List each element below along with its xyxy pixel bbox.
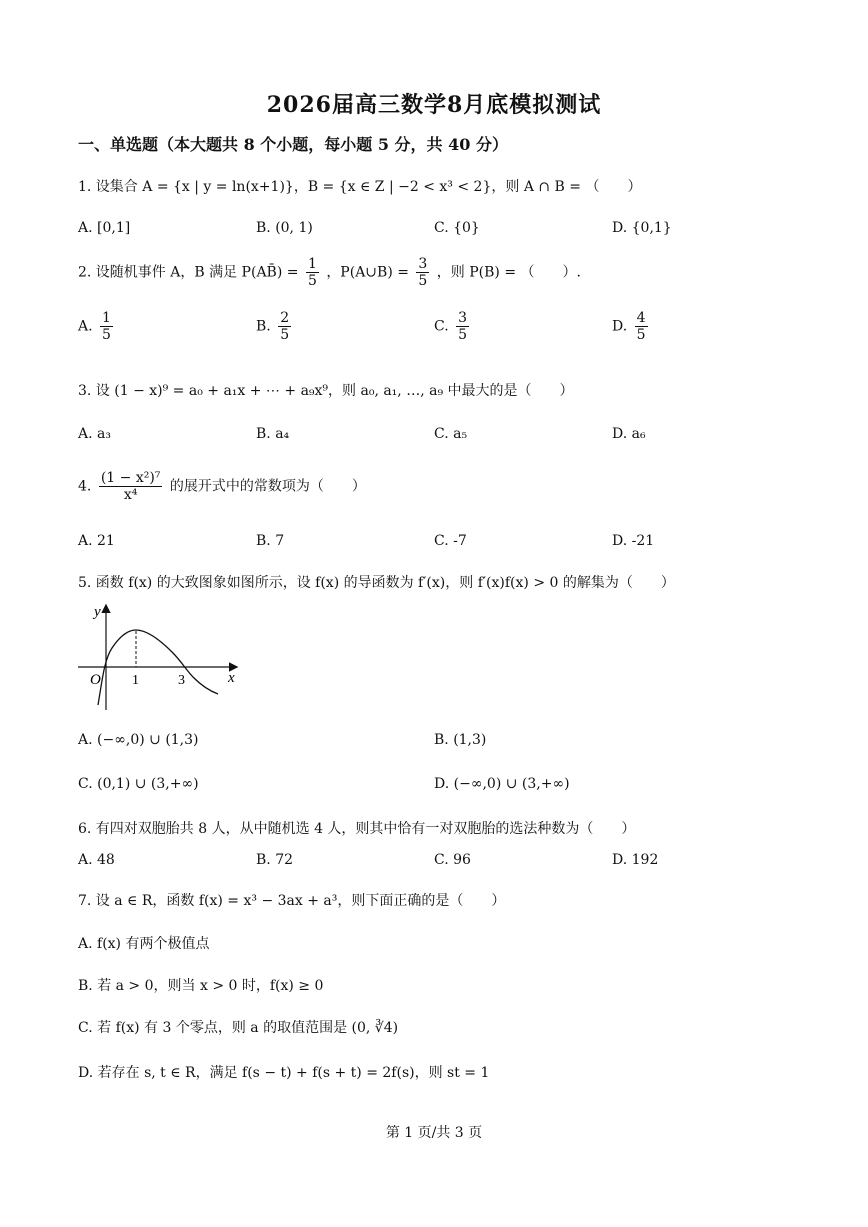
question-3-stem: 3. 设 (1 − x)⁹ = a₀ + a₁x + ⋯ + a₉x⁹，则 a₀, a₁, …, a₉ 中最大的是（ ） bbox=[78, 383, 574, 399]
fraction-denominator: 5 bbox=[280, 327, 290, 344]
tick-label-3: 3 bbox=[178, 673, 185, 688]
question-7-stem: 7. 设 a ∈ R，函数 f(x) = x³ − 3ax + a³，则下面正确的是（ ） bbox=[78, 893, 506, 909]
page-title: 2026届高三数学8月底模拟测试 bbox=[266, 92, 602, 118]
fraction-denominator: 5 bbox=[418, 273, 428, 290]
question-4-option-d: D. -21 bbox=[612, 533, 655, 549]
question-6-option-b: B. 72 bbox=[256, 852, 294, 868]
x-axis-label: x bbox=[228, 670, 235, 686]
question-1-option-c: C. {0} bbox=[434, 220, 480, 236]
option-fraction bbox=[100, 310, 113, 343]
question-2-option-b bbox=[256, 310, 294, 343]
fraction-denominator: x⁴ bbox=[123, 487, 138, 504]
option-fraction bbox=[456, 310, 469, 343]
question-7-option-b: B. 若 a > 0，则当 x > 0 时，f(x) ≥ 0 bbox=[78, 978, 324, 994]
question-4-stem bbox=[78, 470, 366, 503]
question-1-option-a: A. [0,1] bbox=[78, 220, 131, 236]
question-4-option-b: B. 7 bbox=[256, 533, 285, 549]
fraction-numerator: 1 bbox=[307, 256, 317, 272]
question-2-option-d bbox=[612, 310, 651, 343]
option-letter: A. bbox=[78, 318, 93, 335]
option-fraction bbox=[635, 310, 648, 343]
question-4-fraction bbox=[99, 470, 163, 503]
page-footer: 第 1 页/共 3 页 bbox=[385, 1125, 483, 1141]
question-2-fraction-2 bbox=[416, 256, 429, 289]
fraction-numerator: 3 bbox=[418, 256, 428, 272]
option-letter: D. bbox=[612, 318, 628, 335]
question-4-stem-suffix: 的展开式中的常数项为（ ） bbox=[169, 478, 366, 495]
question-3-option-d: D. a₆ bbox=[612, 426, 646, 442]
question-2-stem-mid: ，P(A∪B) = bbox=[326, 264, 409, 281]
fraction-numerator: (1 − x²)⁷ bbox=[100, 470, 161, 486]
question-7-option-c: C. 若 f(x) 有 3 个零点，则 a 的取值范围是 (0, ∛4) bbox=[78, 1020, 399, 1036]
question-6-option-c: C. 96 bbox=[434, 852, 471, 868]
fraction-denominator: 5 bbox=[458, 327, 468, 344]
question-2-fraction-1 bbox=[306, 256, 319, 289]
question-3-option-c: C. a₅ bbox=[434, 426, 468, 442]
question-1-stem: 1. 设集合 A = {x | y = ln(x+1)}，B = {x ∈ Z | −2 < x³ < 2}，则 A ∩ B = （ ） bbox=[78, 179, 642, 195]
question-4-option-a: A. 21 bbox=[78, 533, 115, 549]
question-5-option-c: C. (0,1) ∪ (3,+∞) bbox=[78, 776, 199, 792]
fraction-numerator: 3 bbox=[458, 310, 468, 326]
question-2-stem-prefix: 2. 设随机事件 A，B 满足 P(AB̄) = bbox=[78, 264, 299, 281]
option-letter: C. bbox=[434, 318, 449, 335]
question-5-option-d: D. (−∞,0) ∪ (3,+∞) bbox=[434, 776, 570, 792]
question-3-option-b: B. a₄ bbox=[256, 426, 290, 442]
question-4-number: 4. bbox=[78, 478, 92, 495]
fraction-denominator: 5 bbox=[307, 273, 317, 290]
option-letter: B. bbox=[256, 318, 271, 335]
question-1-option-d: D. {0,1} bbox=[612, 220, 672, 236]
question-1-option-b: B. (0, 1) bbox=[256, 220, 313, 236]
fraction-numerator: 2 bbox=[280, 310, 290, 326]
origin-label: O bbox=[90, 672, 101, 688]
question-3-option-a: A. a₃ bbox=[78, 426, 111, 442]
section-title: 一、单选题（本大题共 8 个小题，每小题 5 分，共 40 分） bbox=[78, 135, 508, 154]
question-5-function-graph bbox=[78, 600, 248, 715]
question-2-option-c bbox=[434, 310, 472, 343]
question-5-option-a: A. (−∞,0) ∪ (1,3) bbox=[78, 732, 199, 748]
question-7-option-d: D. 若存在 s, t ∈ R，满足 f(s − t) + f(s + t) = 2f(s)，则 st = 1 bbox=[78, 1065, 490, 1081]
question-5-stem: 5. 函数 f(x) 的大致图象如图所示，设 f(x) 的导函数为 f′(x)，则 f′(x)f(x) > 0 的解集为（ ） bbox=[78, 575, 675, 591]
question-2-stem bbox=[78, 256, 581, 289]
question-2-option-a bbox=[78, 310, 116, 343]
question-7-option-a: A. f(x) 有两个极值点 bbox=[78, 936, 210, 952]
option-fraction bbox=[278, 310, 291, 343]
y-axis-label: y bbox=[94, 604, 101, 620]
fraction-numerator: 1 bbox=[102, 310, 111, 326]
question-5-option-b: B. (1,3) bbox=[434, 732, 487, 748]
fraction-denominator: 5 bbox=[102, 327, 111, 344]
question-6-option-a: A. 48 bbox=[78, 852, 115, 868]
question-4-option-c: C. -7 bbox=[434, 533, 467, 549]
question-6-stem: 6. 有四对双胞胎共 8 人，从中随机选 4 人，则其中恰有一对双胞胎的选法种数为（ ） bbox=[78, 821, 636, 837]
question-2-stem-suffix: ，则 P(B) = （ ）. bbox=[436, 264, 581, 281]
fraction-denominator: 5 bbox=[636, 327, 646, 344]
question-6-option-d: D. 192 bbox=[612, 852, 659, 868]
fraction-numerator: 4 bbox=[636, 310, 646, 326]
tick-label-1: 1 bbox=[132, 673, 139, 688]
